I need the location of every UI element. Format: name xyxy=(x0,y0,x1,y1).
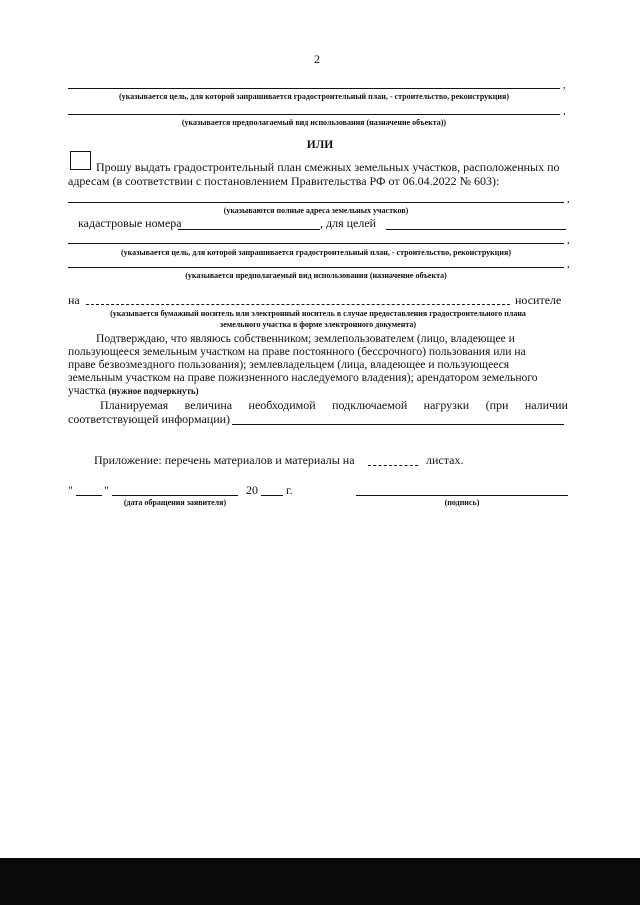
use-line[interactable] xyxy=(68,114,560,115)
purpose-line[interactable] xyxy=(68,88,560,89)
adjacent-plots-checkbox[interactable] xyxy=(70,151,91,170)
load-line-2: соответствующей информации) xyxy=(68,412,231,426)
year-prefix: 20 xyxy=(246,483,258,497)
attachment-label: Приложение: перечень материалов и материалы на xyxy=(94,453,355,467)
page-number: 2 xyxy=(314,52,320,66)
cadastral-label: кадастровые номера xyxy=(78,216,182,230)
month-field[interactable] xyxy=(112,495,238,496)
load-word: подключаемой xyxy=(332,398,408,412)
confirm-line-1: Подтверждаю, что являюсь собственником; землепользователем (лицо, владеющее и xyxy=(96,332,515,345)
comma: , xyxy=(567,193,570,205)
request-line-2: адресам (в соответствии с постановлением Правительства РФ от 06.04.2022 № 603): xyxy=(68,174,500,188)
load-word: необходимой xyxy=(248,398,316,412)
year-field[interactable] xyxy=(261,495,283,496)
year-suffix: г. xyxy=(286,483,293,497)
load-field[interactable] xyxy=(232,424,564,425)
for-purposes-label: , для целей xyxy=(320,216,377,230)
carrier-field[interactable] xyxy=(86,304,510,305)
request-line-1: Прошу выдать градостроительный план смежных земельных участков, расположенных по xyxy=(96,160,560,174)
signature-field[interactable] xyxy=(356,495,568,496)
load-word: наличии xyxy=(524,398,568,412)
use-line-2[interactable] xyxy=(68,267,564,268)
load-line-1 xyxy=(100,398,568,413)
or-separator: ИЛИ xyxy=(306,139,334,151)
comma: , xyxy=(563,79,566,91)
sheets-count-field[interactable] xyxy=(368,465,418,466)
load-word: Планируемая xyxy=(100,398,169,412)
cadastral-numbers-field[interactable] xyxy=(178,229,320,230)
load-word: нагрузки xyxy=(423,398,470,412)
addresses-caption: (указываются полные адреса земельных участков) xyxy=(223,206,409,215)
signature-caption: (подпись) xyxy=(444,498,480,507)
load-word: величина xyxy=(184,398,233,412)
attachment-suffix: листах. xyxy=(426,453,464,467)
confirm-line-3: праве безвозмездного пользования); землевладельцем (лица, владеющее и пользующееся xyxy=(68,358,510,371)
purposes-field[interactable] xyxy=(386,229,566,230)
load-word: (при xyxy=(485,398,509,412)
carrier-caption-2: земельного участка в форме электронного документа) xyxy=(219,320,417,329)
day-field[interactable] xyxy=(76,495,102,496)
use-caption-2: (указывается предполагаемый вид использования (назначение объекта) xyxy=(185,271,447,280)
confirm-line-5-text: участка xyxy=(68,384,106,397)
confirm-line-2: пользующееся земельным участком на праве постоянного (бессрочного) пользования или на xyxy=(68,345,526,358)
purpose-caption: (указывается цель, для которой запрашивается градостроительный план, - строительство, реконструкция) xyxy=(119,92,509,101)
confirm-line-5 xyxy=(68,384,199,397)
underline-hint: (нужное подчеркнуть) xyxy=(108,386,199,396)
use-caption: (указывается предполагаемый вид использования (назначение объекта)) xyxy=(181,118,447,127)
quote-close: " xyxy=(104,483,109,497)
confirm-line-4: земельным участком на праве пожизненного наследуемого владения); арендатором земельного xyxy=(68,371,538,384)
carrier-suffix: носителе xyxy=(515,293,562,307)
purpose-caption-2: (указывается цель, для которой запрашивается градостроительный план, - строительство, реконструкция) xyxy=(121,248,511,257)
comma: , xyxy=(567,258,570,270)
purpose-line-2[interactable] xyxy=(68,243,564,244)
carrier-caption-1: (указывается бумажный носитель или электронный носитель в случае предоставления градостроительного плана xyxy=(110,309,526,318)
addresses-line[interactable] xyxy=(68,202,564,203)
carrier-prefix: на xyxy=(68,293,80,307)
date-caption: (дата обращения заявителя) xyxy=(123,498,227,507)
comma: , xyxy=(563,105,566,117)
scan-border xyxy=(0,858,640,905)
quote-open: " xyxy=(68,483,73,497)
comma: , xyxy=(567,234,570,246)
